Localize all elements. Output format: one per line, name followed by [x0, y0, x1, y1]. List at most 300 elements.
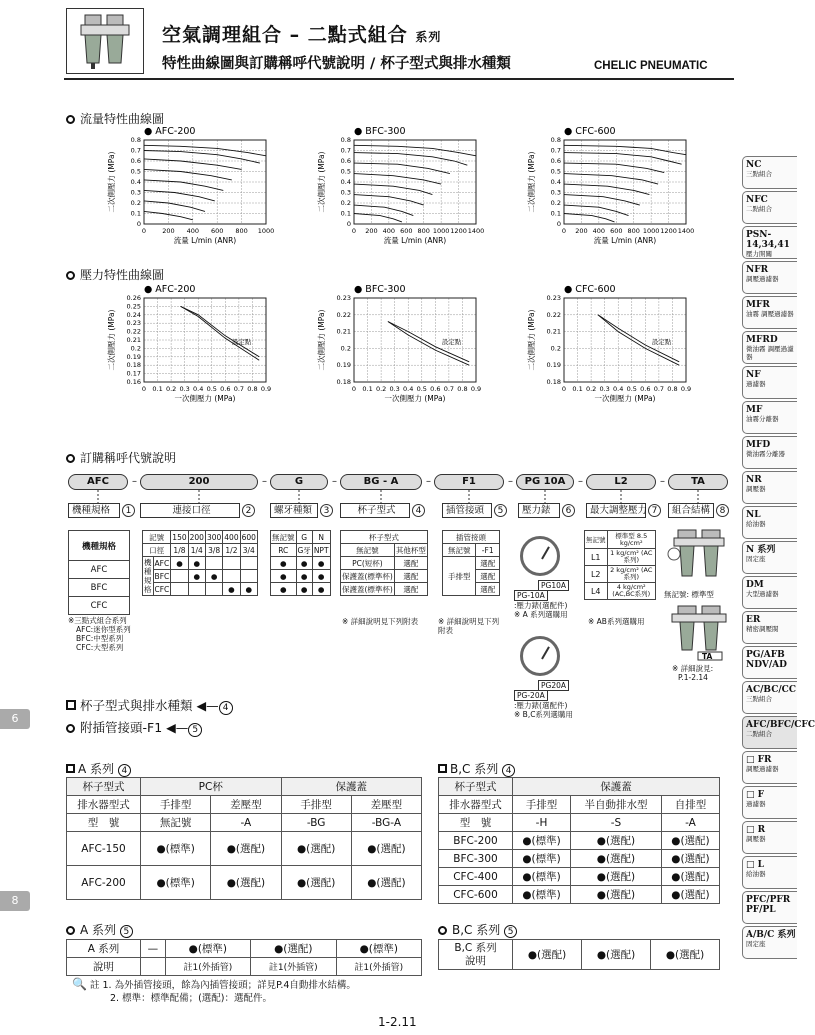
y-axis-label: 二次側壓力 (MPa): [527, 309, 536, 371]
y-tick-label: 0.7: [340, 146, 351, 155]
x-tick-label: 200: [162, 227, 175, 235]
x-tick-label: 0.2: [375, 385, 387, 393]
port-sub: 1/8: [171, 544, 188, 557]
setpoint-label: 設定點: [231, 338, 252, 347]
table-a4-cell: ●(標準): [141, 832, 211, 866]
code-pill-fitting: F1: [434, 474, 504, 490]
series-line: [144, 190, 215, 201]
x-tick-label: 0: [351, 227, 357, 235]
table-a4-cell: 手排型: [281, 796, 351, 814]
model-notes: ※三點式組合系列 AFC:迷你型系列 BFC:中型系列 CFC:大型系列: [68, 616, 131, 652]
table-bc4-cell: 杯子型式: [439, 778, 513, 796]
table-bc5-cell: ●(選配): [651, 940, 720, 970]
series-line: [564, 184, 649, 195]
table-bc4-cell: 排水器型式: [439, 796, 513, 814]
y-tick-label: 0.1: [550, 209, 561, 218]
port-side-label: 機種規格: [144, 558, 152, 594]
table-a4-cell: ●(標準): [141, 866, 211, 900]
port-sub: 1/2: [223, 544, 240, 557]
y-tick-label: 0.19: [126, 352, 141, 361]
fitting-col: 無記號: [443, 544, 476, 557]
thread-sub: NPT: [313, 545, 329, 555]
table-bc4-cell: ●(標準): [513, 868, 571, 886]
x-tick-label: 0.6: [640, 385, 651, 393]
side-tab[interactable]: [742, 191, 797, 224]
y-tick-label: 0.2: [130, 199, 141, 207]
label-thread: 螺牙種類 3: [270, 503, 318, 518]
pressure-head: 標準型 8.5 kg/cm²: [607, 531, 656, 549]
side-tab-name: 過濾器: [746, 800, 766, 808]
side-tab-name: 固定座: [746, 555, 766, 563]
table-a4-cell: 杯子型式: [67, 778, 141, 796]
y-tick-label: 0.5: [130, 167, 141, 176]
label-cup: 杯子型式 4: [340, 503, 410, 518]
thread-head: G: [296, 531, 312, 544]
y-tick-label: 0.4: [130, 178, 141, 186]
bullet-icon: [66, 115, 75, 124]
table-a5-cell: —: [141, 940, 166, 958]
x-tick-label: 0.6: [430, 385, 441, 393]
x-tick-label: 0.3: [389, 385, 400, 393]
arrow-left-icon: ◀—: [196, 698, 219, 713]
table-a4-cell: PC杯: [141, 778, 282, 796]
side-tab-code: DM: [746, 580, 764, 590]
combo-unit-ta-image: [668, 604, 732, 662]
combo-unit-image: [668, 528, 732, 586]
setpoint-label: 設定點: [441, 338, 462, 347]
code-connector-lines: [60, 490, 740, 504]
code-pill-thread: G: [270, 474, 328, 490]
x-tick-label: 0: [561, 227, 567, 235]
side-tab-name: 調壓過濾器: [746, 275, 779, 283]
port-sub: 3/4: [240, 544, 257, 557]
pressure-value: 2 kg/cm² (AC系列): [607, 566, 656, 583]
y-tick-label: 0.18: [126, 361, 141, 370]
fitting-table: [442, 530, 500, 596]
y-tick-label: 0.23: [336, 294, 351, 302]
fitting-note: ※ 詳細說明見下列附表: [438, 617, 500, 635]
x-tick-label: 0.4: [403, 385, 414, 393]
x-tick-label: 0.4: [193, 385, 204, 393]
label-combo: 組合結構 8: [668, 503, 714, 518]
thread-head: N: [312, 531, 330, 544]
x-tick-label: 0.5: [206, 385, 217, 393]
side-tab-code: □ L: [746, 860, 764, 870]
x-tick-label: 400: [186, 227, 200, 235]
x-tick-label: 0.8: [457, 385, 468, 393]
port-table: 記號 150 200 300 400 600 口徑 1/8 1/4 3/8 1/2 3/4 機種規格 AFC ● ● BFC ● ● CFC ● ●: [144, 532, 256, 594]
y-tick-label: 0.3: [550, 188, 561, 197]
square-bullet-icon: [66, 764, 75, 773]
code-pill-pressure: L2: [586, 474, 656, 490]
cup-row: 保護蓋(標準杯): [342, 571, 393, 581]
port-row-model: AFC: [154, 558, 170, 568]
port-head: 200: [189, 532, 204, 542]
y-tick-label: 0.23: [546, 294, 561, 302]
table-bc4-title: B,C 系列 4: [438, 760, 515, 777]
y-tick-label: 0.22: [546, 310, 561, 319]
side-marker-6: 6: [0, 709, 30, 729]
y-tick-label: 0.2: [340, 199, 351, 207]
side-tab[interactable]: [742, 926, 797, 959]
port-sub: 3/8: [205, 544, 222, 557]
side-tab[interactable]: [742, 366, 797, 399]
table-bc4-cell: ●(選配): [661, 886, 719, 904]
code-pill-model: AFC: [68, 474, 128, 490]
x-tick-label: 1000: [432, 227, 450, 235]
chart-title: ● AFC-200: [144, 126, 196, 137]
series-line: [144, 169, 232, 180]
side-tab[interactable]: [742, 891, 797, 924]
label-fitting: 插管接頭 5: [442, 503, 492, 518]
pressure-value: 1 kg/cm² (AC系列): [607, 549, 656, 566]
y-tick-label: 0.3: [130, 188, 141, 197]
chart-title: ● CFC-600: [564, 284, 616, 295]
table-a5: [66, 939, 422, 976]
table-bc4-cell: ●(標準): [513, 850, 571, 868]
x-tick-label: 0.5: [626, 385, 637, 393]
y-tick-label: 0.2: [550, 199, 561, 207]
side-tab-code: MF: [746, 405, 763, 415]
table-a4-cell: 差壓型: [351, 796, 421, 814]
table-bc5-cell: ●(選配): [582, 940, 651, 970]
table-a4-cell: -BG-A: [351, 814, 421, 832]
code-pill-combo: TA: [668, 474, 728, 490]
x-tick-label: 0.5: [416, 385, 427, 393]
side-tab-name: 微油霧分離器: [746, 450, 785, 458]
table-a4-cell: 手排型: [141, 796, 211, 814]
side-tab[interactable]: [742, 156, 797, 189]
square-bullet-icon: [66, 700, 76, 710]
table-bc4: [438, 777, 720, 904]
table-bc4-cell: 半自動排水型: [571, 796, 662, 814]
pressure-head: 無記號: [585, 531, 608, 549]
x-axis-label: 一次側壓力 (MPa): [174, 394, 236, 403]
side-tab-code: PSN-14,34,41: [746, 230, 790, 250]
table-a4-cell: 差壓型: [211, 796, 281, 814]
model-table-header: 機種規格: [69, 531, 130, 561]
y-tick-label: 0.6: [130, 157, 141, 165]
side-tab[interactable]: [742, 226, 797, 259]
x-tick-label: 800: [235, 227, 248, 235]
x-axis-label: 一次側壓力 (MPa): [594, 394, 656, 403]
side-tab[interactable]: [742, 401, 797, 434]
x-tick-label: 1200: [660, 227, 677, 235]
side-tab[interactable]: [742, 821, 797, 854]
table-bc4-cell: BFC-200: [439, 832, 513, 850]
x-tick-label: 600: [400, 227, 413, 235]
x-tick-label: 0.9: [470, 385, 482, 393]
table-bc4-cell: ●(標準): [513, 832, 571, 850]
fitting-opt: 選配: [476, 583, 500, 596]
side-tab-code: NC: [746, 160, 762, 170]
side-tab-code: NL: [746, 510, 761, 520]
model-table: [68, 530, 130, 615]
flow-chart-cfc600: [524, 124, 714, 264]
table-bc4-cell: 手排型: [513, 796, 571, 814]
table-a4-cell: AFC-150: [67, 832, 141, 866]
model-cell: BFC: [69, 579, 130, 597]
thread-sub: G牙: [297, 545, 311, 555]
y-tick-label: 0.21: [336, 327, 351, 336]
side-tab-code: ER: [746, 615, 761, 625]
cup-col: 無記號: [341, 544, 395, 557]
x-tick-label: 0.1: [152, 385, 163, 393]
fitting-head: 插管接頭: [443, 531, 500, 544]
y-tick-label: 0.26: [126, 294, 141, 302]
side-tab-name: 二點組合: [746, 205, 772, 213]
x-tick-label: 0.1: [362, 385, 373, 393]
y-tick-label: 0.8: [550, 136, 561, 144]
arrow-left-icon: ◀—: [166, 720, 189, 735]
side-tab-code: PG/AFB NDV/AD: [746, 650, 787, 670]
side-tab-name: 給油器: [746, 870, 766, 878]
y-tick-label: 0.17: [126, 369, 141, 378]
y-tick-label: 0.19: [336, 361, 351, 370]
side-tab-name: 微油霧 調壓過濾器: [746, 345, 794, 361]
series-line: [181, 306, 260, 360]
label-port: 連接口徑 2: [140, 503, 240, 518]
side-tab[interactable]: [742, 576, 797, 609]
y-tick-label: 0.8: [130, 136, 141, 144]
side-tab-code: PFC/PFR PF/PL: [746, 895, 791, 915]
table-bc4-cell: CFC-400: [439, 868, 513, 886]
x-tick-label: 400: [592, 227, 606, 235]
square-bullet-icon: [438, 764, 447, 773]
y-axis-label: 二次側壓力 (MPa): [107, 309, 116, 371]
series-line: [354, 184, 432, 195]
y-tick-label: 0.7: [550, 146, 561, 155]
side-tab[interactable]: [742, 296, 797, 329]
table-a4-cell: ●(選配): [281, 866, 351, 900]
side-tab[interactable]: [742, 611, 797, 644]
gauge2-caption: PG20A: [538, 680, 569, 691]
table-bc4-cell: ●(選配): [571, 868, 662, 886]
code-dash: –: [578, 476, 583, 487]
side-tab-name: 大型過濾器: [746, 590, 779, 598]
x-tick-label: 800: [417, 227, 430, 235]
side-tab-code: □ FR: [746, 755, 772, 765]
code-pill-cup: BG - A: [340, 474, 422, 490]
side-tab-name: 調壓過濾器: [746, 765, 779, 773]
table-bc4-cell: 保護蓋: [513, 778, 720, 796]
combo-ta-label: TA: [702, 652, 713, 661]
table-bc5-title: B,C 系列 5: [438, 921, 517, 938]
table-bc4-cell: ●(選配): [571, 886, 662, 904]
table-a5-cell: ●(標準): [165, 940, 250, 958]
table-bc4-cell: ●(標準): [513, 886, 571, 904]
y-tick-label: 0: [346, 220, 351, 228]
table-bc5: [438, 939, 720, 970]
cup-opt: 選配: [394, 557, 427, 570]
y-tick-label: 0.23: [126, 319, 141, 328]
x-tick-label: 1200: [450, 227, 467, 235]
bullet-icon: [66, 454, 75, 463]
side-tab[interactable]: [742, 331, 797, 364]
x-tick-label: 0.7: [653, 385, 665, 393]
bullet-icon: [66, 926, 75, 935]
y-tick-label: 0.5: [340, 167, 351, 176]
y-tick-label: 0.7: [130, 146, 141, 155]
side-tab-name: 三點組合: [746, 695, 772, 703]
side-tab-name: 給油器: [746, 520, 766, 528]
port-head: 300: [206, 532, 222, 542]
side-tab-name: 固定座: [746, 940, 766, 948]
x-tick-label: 200: [575, 227, 588, 235]
chart-title: ● BFC-300: [354, 126, 406, 137]
y-tick-label: 0.1: [340, 209, 351, 218]
side-tab[interactable]: [742, 541, 797, 574]
x-tick-label: 0.7: [233, 385, 245, 393]
side-tab[interactable]: [742, 436, 797, 469]
side-tab[interactable]: [742, 716, 815, 749]
code-dash: –: [332, 476, 337, 487]
cup-row: PC(短杯): [341, 557, 395, 570]
x-axis-label: 流量 L/min (ANR): [173, 236, 237, 245]
table-a5-cell: A 系列: [67, 940, 141, 958]
x-axis-label: 流量 L/min (ANR): [383, 236, 447, 245]
y-tick-label: 0.6: [550, 157, 561, 165]
code-dash: –: [426, 476, 431, 487]
chart-title: ● CFC-600: [564, 126, 616, 137]
series-line: [354, 174, 441, 185]
cup-table: [340, 530, 428, 596]
side-tab-code: NFR: [746, 265, 769, 275]
table-a4-title: A 系列 4: [66, 760, 131, 777]
gauge1-desc: PG-10A :壓力錶(選配件) ※ A 系列選購用: [514, 591, 568, 619]
pressure-table: [584, 530, 656, 600]
side-tab-code: AFC/BFC/CFC: [746, 720, 815, 730]
x-tick-label: 0.8: [247, 385, 258, 393]
cup-opt: 選配: [394, 570, 427, 583]
y-axis-label: 二次側壓力 (MPa): [317, 151, 326, 213]
fitting-opt: 選配: [476, 557, 500, 570]
table-a4-cell: 無記號: [141, 814, 211, 832]
x-tick-label: 0.3: [179, 385, 190, 393]
side-tab[interactable]: [742, 856, 797, 889]
series-line: [564, 174, 658, 185]
y-tick-label: 0.8: [340, 136, 351, 144]
side-tab-name: 油霧分離器: [746, 415, 779, 423]
y-tick-label: 0.21: [546, 327, 561, 336]
y-tick-label: 0.2: [130, 344, 141, 353]
side-tab-code: NR: [746, 475, 762, 485]
fitting-link[interactable]: 附插管接頭-F1 ◀— 5: [66, 718, 202, 737]
label-pressure: 最大調整壓力 7: [586, 503, 646, 518]
y-axis-label: 二次側壓力 (MPa): [107, 151, 116, 213]
table-a5-cell: ●(選配): [251, 940, 336, 958]
port-sub: 1/4: [188, 544, 205, 557]
fitting-col: -F1: [476, 544, 500, 557]
table-a5-cell: ●(標準): [336, 940, 421, 958]
x-tick-label: 0.7: [443, 385, 455, 393]
series-line: [354, 214, 402, 222]
table-a4: [66, 777, 422, 900]
table-a4-cell: ●(選配): [281, 832, 351, 866]
pressure-code: L1: [585, 549, 608, 566]
thread-sub: RC: [271, 544, 297, 557]
code-dash: –: [660, 476, 665, 487]
bullet-icon: [66, 724, 75, 733]
x-tick-label: 0.8: [667, 385, 678, 393]
table-bc4-cell: -H: [513, 814, 571, 832]
side-tab[interactable]: [742, 471, 797, 504]
side-tab[interactable]: [742, 261, 797, 294]
side-tab-code: NFC: [746, 195, 768, 205]
x-tick-label: 1400: [677, 227, 695, 235]
side-tab-name: 過濾器: [746, 380, 766, 388]
code-pill-port: 200: [140, 474, 258, 490]
flow-section-heading: 流量特性曲線圖: [66, 110, 164, 127]
table-a4-cell: -A: [211, 814, 281, 832]
side-tab[interactable]: [742, 786, 797, 819]
y-tick-label: 0.4: [550, 178, 561, 186]
x-tick-label: 600: [210, 227, 224, 235]
table-a5-cell: 註1(外插管): [336, 958, 421, 976]
port-row-model: BFC: [154, 571, 170, 581]
y-tick-label: 0.21: [126, 336, 141, 344]
x-tick-label: 1400: [467, 227, 485, 235]
series-line: [564, 163, 664, 173]
y-tick-label: 0.1: [130, 209, 141, 218]
side-tab-code: N 系列: [746, 545, 776, 555]
label-gauge: 壓力錶 6: [518, 503, 560, 518]
x-tick-label: 0: [141, 227, 147, 235]
side-tab-name: 壓力開關: [746, 250, 772, 258]
port-sub: 口徑: [143, 544, 171, 557]
side-tab[interactable]: [742, 751, 797, 784]
side-tab[interactable]: [742, 506, 797, 539]
y-tick-label: 0.16: [126, 378, 141, 386]
series-line: [564, 214, 615, 222]
y-tick-label: 0.19: [546, 361, 561, 370]
code-pill-gauge: PG 10A: [516, 474, 574, 490]
side-tab[interactable]: [742, 646, 797, 679]
bullet-icon: [438, 926, 447, 935]
table-bc5-cell: B,C 系列 說明: [439, 940, 513, 970]
port-row-model: CFC: [154, 584, 170, 594]
model-cell: AFC: [69, 561, 130, 579]
y-tick-label: 0.22: [336, 310, 351, 319]
table-a4-cell: 保護蓋: [281, 778, 422, 796]
x-axis-label: 一次側壓力 (MPa): [384, 394, 446, 403]
x-tick-label: 600: [610, 227, 623, 235]
table-bc4-cell: 自排型: [661, 796, 719, 814]
pressure-chart-bfc300: [314, 282, 504, 422]
side-tab[interactable]: [742, 681, 797, 714]
bullet-icon: [66, 271, 75, 280]
fitting-opt: 選配: [476, 570, 500, 583]
x-tick-label: 0.2: [585, 385, 597, 393]
page-subtitle: 特性曲線圖與訂購稱呼代號說明 / 杯子型式與排水種類: [162, 56, 511, 72]
side-tab-name: 油霧 調壓過濾器: [746, 310, 794, 318]
port-head: 400: [224, 532, 239, 542]
y-tick-label: 0.4: [340, 178, 351, 186]
cup-drain-link[interactable]: 杯子型式與排水種類 ◀— 4: [66, 696, 233, 715]
y-tick-label: 0.2: [550, 344, 561, 353]
brand-name: CHELIC PNEUMATIC: [594, 60, 708, 72]
port-head: 600: [241, 532, 256, 542]
pressure-chart-cfc600: [524, 282, 714, 422]
table-a4-cell: 型 號: [67, 814, 141, 832]
product-image: [66, 8, 144, 74]
side-tab-code: A/B/C 系列: [746, 930, 796, 940]
series-line: [354, 163, 450, 174]
x-tick-label: 800: [627, 227, 640, 235]
series-line: [564, 195, 640, 206]
table-a4-cell: ●(選配): [211, 832, 281, 866]
footnotes: 🔍 註 1. 為外插管接頭，餘為內插管接頭；詳見P.4自動排水結構。 2. 標準：標準配備；(選配)：選配件。: [72, 977, 356, 1004]
